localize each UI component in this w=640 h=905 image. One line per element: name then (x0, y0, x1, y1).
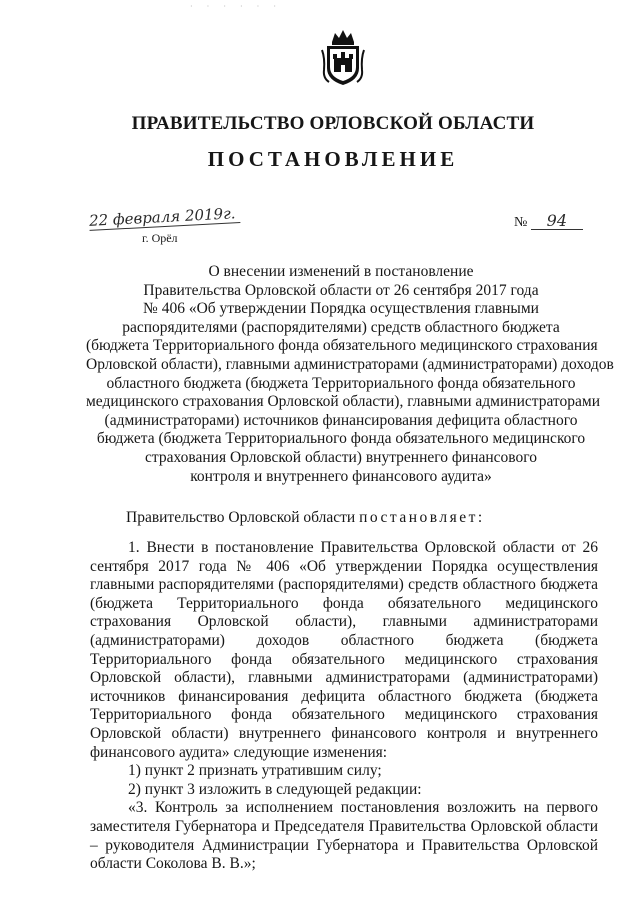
document-type: ПОСТАНОВЛЕНИЕ (207, 147, 459, 171)
preamble-resolves: постановляет: (359, 509, 485, 526)
subject-line: контроля и внутреннего финансового аудита» (190, 467, 492, 485)
subject-line: О внесении изменений в постановление (208, 263, 474, 280)
preamble-lead: Правительство Орловской области (126, 509, 360, 526)
subject-line: распорядителями (распорядителями) средств областного бюджета (122, 318, 560, 336)
preamble (126, 509, 485, 527)
subject-line: № 406 «Об утверждении Порядка осуществления главными (143, 300, 539, 318)
government-name: ПРАВИТЕЛЬСТВО ОРЛОВСКОЙ ОБЛАСТИ (131, 113, 535, 134)
coat-of-arms-icon (318, 28, 368, 86)
number-sign: № (514, 215, 528, 230)
subject-line: (администраторами) источников финансирования дефицита областного (104, 411, 578, 429)
subject-line: Орловской области), главными администраторами (администраторами) доходов (86, 355, 614, 373)
decree-body (90, 539, 598, 874)
handwritten-date: 22 февраля 2019г. (89, 204, 240, 231)
city-label: г. Орёл (142, 231, 178, 245)
subject-line: медицинского страхования Орловской области), главными администраторами (86, 393, 600, 411)
subject-line: (бюджета Территориального фонда обязательного медицинского страхования (86, 337, 598, 355)
document-number (514, 213, 583, 231)
scan-noise: · · · · · · (190, 2, 282, 11)
subitem-1: 1) пункт 2 признать утратившим силу; (128, 762, 382, 780)
handwritten-number: 94 (531, 213, 583, 230)
item-1: 1. Внести в постановление Правительства Орловской области от 26 сентября 2017 года № 406 «Об утверждении Порядка осуществления главными распорядителями (распорядителями) средств областного бюджета (бюджета Территориального фонда обязательного медицинского страхования Орловской области), главными администраторами (администраторами) доходов областного бюджета (бюджета Территориального фонда обязательного медицинского страхования Орловской области), главными администраторами (администраторами) источников финансирования дефицита областного бюджета (бюджета Территориального фонда обязательного медицинского страхования Орловской области) внутреннего финансового контроля и внутреннего финансового аудита» следующие изменения: (90, 539, 598, 761)
subitem-2: 2) пункт 3 изложить в следующей редакции: (128, 780, 422, 798)
quoted-item-3: «3. Контроль за исполнением постановления возложить на первого заместителя Губернатора и Председателя Правительства Орловской области – руководителя Администрации Губернатора и Правительства Орловской области Соколова В. В.»; (90, 799, 598, 873)
subject-line: Правительства Орловской области от 26 сентября 2017 года (143, 281, 539, 299)
document-subject (86, 263, 614, 486)
subject-line: страхования Орловской области) внутреннего финансового (145, 448, 537, 466)
subject-line: областного бюджета (бюджета Территориального фонда обязательного (106, 374, 576, 392)
subject-line: бюджета (бюджета Территориального фонда обязательного медицинского (96, 430, 586, 448)
